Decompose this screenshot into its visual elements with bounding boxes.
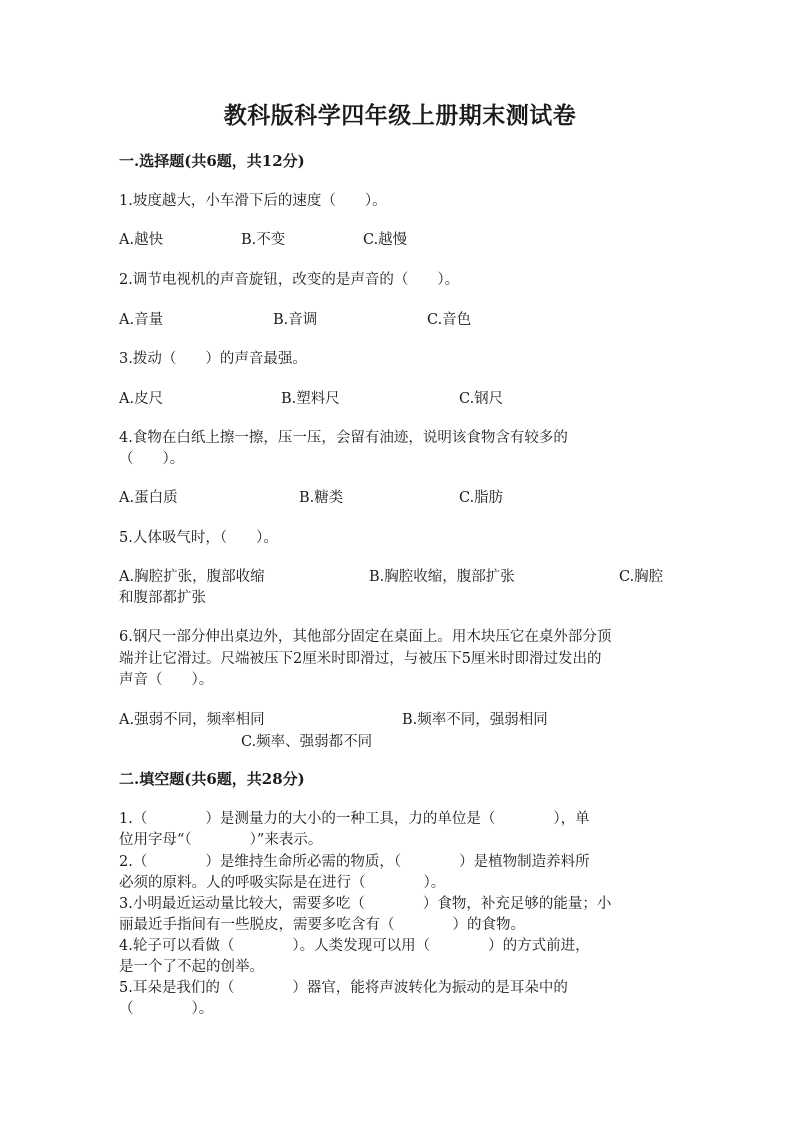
section-2-heading: 二.填空题(共6题，共28分) — [119, 770, 305, 788]
question-5-option-b: B.胸腔收缩，腹部扩张 — [369, 569, 515, 585]
question-3-option-a: A.皮尺 — [119, 391, 164, 407]
fill-line: 1.（ ）是测量力的大小的一种工具，力的单位是（ ），单 — [119, 811, 590, 827]
fill-line: 位用字母“（ ）”来表示。 — [119, 832, 323, 848]
question-2-stem: 2.调节电视机的声音旋钮，改变的是声音的（ ）。 — [119, 272, 460, 288]
question-3-option-b: B.塑料尺 — [281, 391, 340, 407]
fill-line: 必须的原料。人的呼吸实际是在进行（ ）。 — [119, 875, 446, 891]
question-4-option-a: A.蛋白质 — [119, 490, 178, 506]
question-6-option-b: B.频率不同，强弱相同 — [402, 712, 548, 728]
question-1-stem: 1.坡度越大，小车滑下后的速度（ ）。 — [119, 193, 387, 209]
question-3-option-c: C.钢尺 — [459, 391, 504, 407]
question-6-stem-line-1: 6.钢尺一部分伸出桌边外，其他部分固定在桌面上。用木块压它在桌外部分顶 — [119, 629, 612, 645]
question-4-option-c: C.脂肪 — [459, 490, 504, 506]
section-1-heading: 一.选择题(共6题，共12分) — [119, 152, 305, 170]
question-6-stem-line-2: 端并让它滑过。尺端被压下2厘米时即滑过，与被压下5厘米时即滑过发出的 — [119, 651, 602, 667]
question-4-stem-line-2: （ ）。 — [119, 451, 185, 467]
fill-line: （ ）。 — [119, 1001, 214, 1017]
fill-line: 丽最近手指间有一些脱皮，需要多吃含有（ ）的食物。 — [119, 917, 525, 933]
fill-line: 4.轮子可以看做（ ）。人类发现可以用（ ）的方式前进， — [119, 938, 590, 954]
question-1-option-b: B.不变 — [241, 232, 286, 248]
fill-line: 是一个了不起的创举。 — [119, 959, 264, 975]
question-5-stem: 5.人体吸气时，（ ）。 — [119, 530, 278, 546]
fill-line: 2.（ ）是维持生命所必需的物质，（ ）是植物制造养料所 — [119, 854, 590, 870]
question-1-option-c: C.越慢 — [363, 232, 408, 248]
page-title: 教科版科学四年级上册期末测试卷 — [223, 102, 577, 129]
question-2-option-b: B.音调 — [273, 312, 318, 328]
question-6-stem-line-3: 声音（ ）。 — [119, 672, 214, 688]
question-4-stem-line-1: 4.食物在白纸上擦一擦，压一压，会留有油迹，说明该食物含有较多的 — [119, 430, 568, 446]
question-3-stem: 3.拨动（ ）的声音最强。 — [119, 351, 307, 367]
question-2-option-a: A.音量 — [119, 312, 164, 328]
fill-line: 5.耳朵是我们的（ ）器官，能将声波转化为振动的是耳朵中的 — [119, 980, 568, 996]
question-5-option-c: C.胸腔 — [619, 569, 664, 585]
fill-line: 3.小明最近运动量比较大，需要多吃（ ）食物，补充足够的能量；小 — [119, 896, 612, 912]
question-5-option-a: A.胸腔扩张，腹部收缩 — [119, 569, 265, 585]
question-6-option-c: C.频率、强弱都不同 — [241, 734, 373, 750]
question-6-option-a: A.强弱不同，频率相同 — [119, 712, 265, 728]
question-1-option-a: A.越快 — [119, 232, 164, 248]
question-2-option-c: C.音色 — [427, 312, 472, 328]
question-5-option-c-continuation: 和腹部都扩张 — [119, 590, 206, 606]
question-4-option-b: B.糖类 — [299, 490, 344, 506]
